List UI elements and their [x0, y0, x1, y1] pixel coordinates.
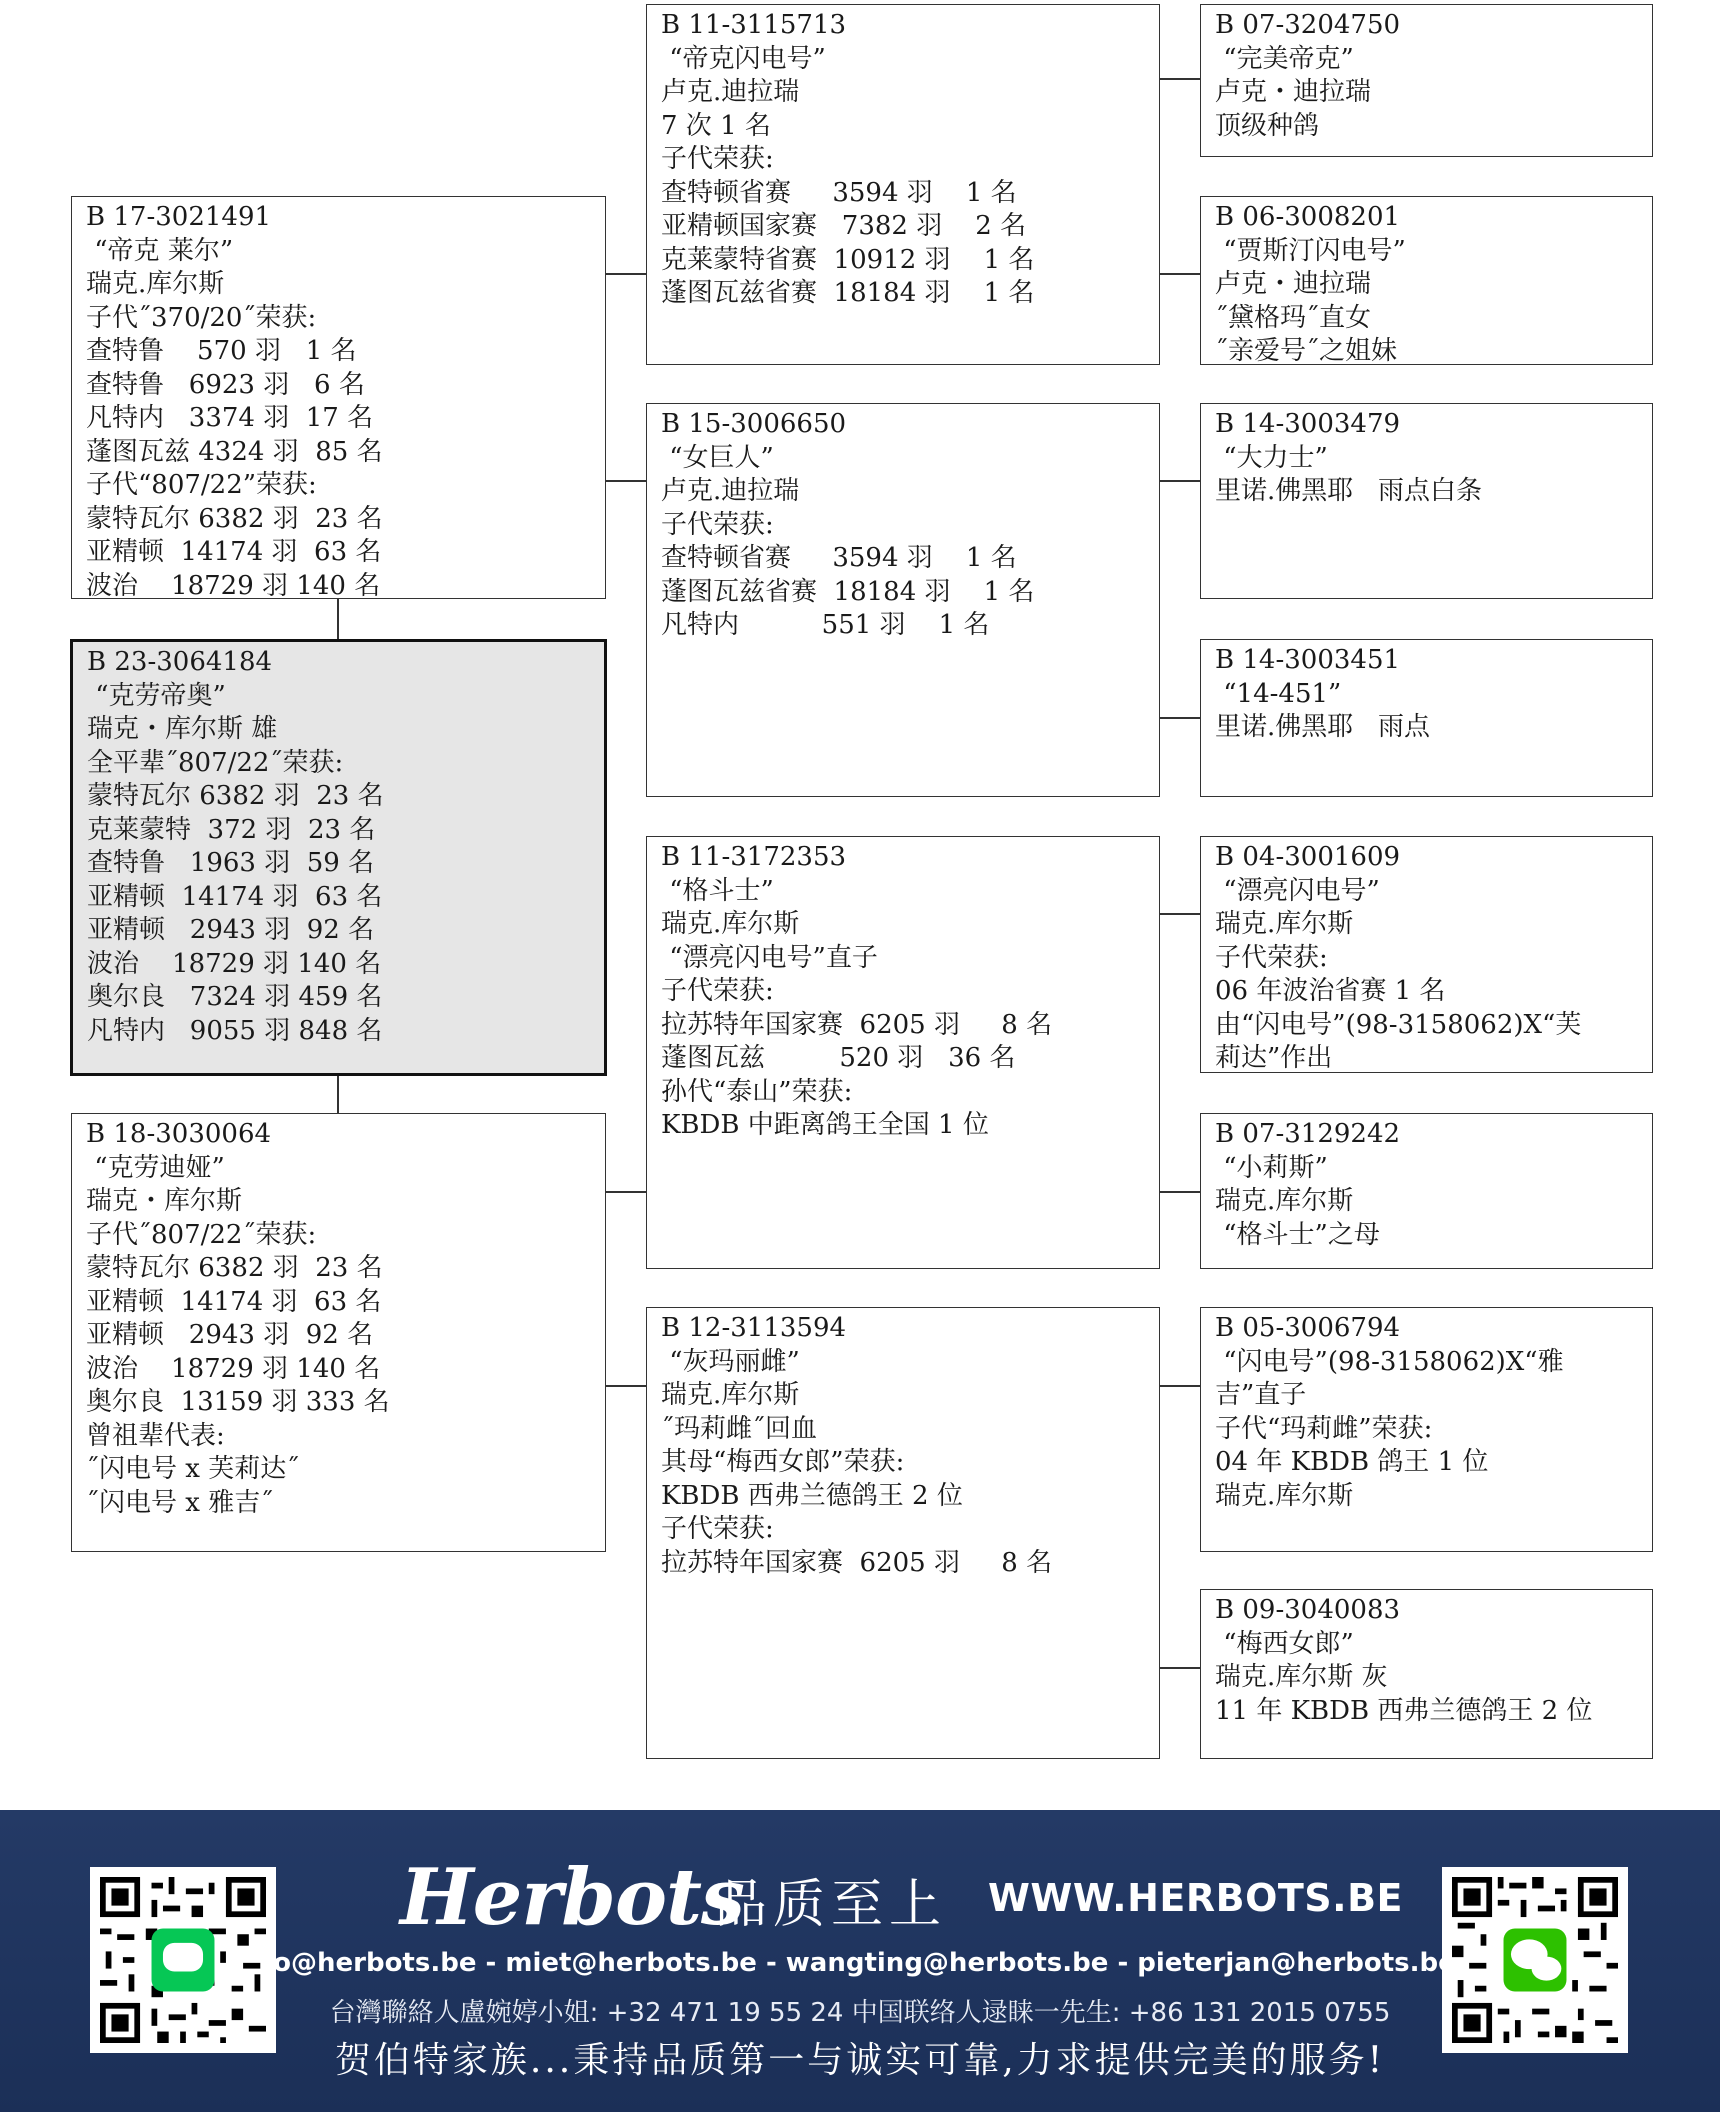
pedigree-line: 卢克・迪拉瑞: [1215, 269, 1372, 299]
ring-number: B 07-3129242: [1215, 1119, 1401, 1149]
pedigree-line: ˝玛莉雌˝回血: [661, 1413, 818, 1444]
ring-number: B 17-3021491: [86, 202, 272, 232]
pedigree-card-sd-dam: [1200, 639, 1653, 797]
pedigree-line: 蒙特瓦尔 6382 羽 23 名: [87, 781, 384, 811]
pigeon-name: “帝克 莱尔”: [86, 235, 234, 266]
pigeon-name: “漂亮闪电号”: [1215, 875, 1380, 906]
pedigree-card-dam-dam: [646, 1307, 1160, 1759]
pedigree-line: 拉苏特年国家赛 6205 羽 8 名: [661, 1009, 1053, 1040]
pedigree-card-sire-sire: [646, 4, 1160, 365]
pedigree-line: 奥尔良 7324 羽 459 名: [87, 982, 383, 1012]
pedigree-line: 瑞克.库尔斯: [1215, 909, 1354, 939]
pedigree-line: 波治 18729 羽 140 名: [87, 948, 382, 979]
pedigree-line: 子代荣获:: [1215, 942, 1328, 973]
pedigree-line: 孙代“泰山”荣获:: [661, 1076, 853, 1107]
pedigree-card-ds-sire: [1200, 836, 1653, 1073]
connector-line: [1159, 480, 1201, 482]
pedigree-line: 凡特内 551 羽 1 名: [661, 610, 990, 640]
pedigree-line: 瑞克.库尔斯: [86, 269, 225, 299]
contact-phones: 台灣聯絡人盧婉婷小姐: +32 471 19 55 24 中国联络人逯睐一先生: +86 131 2015 0755: [329, 1998, 1391, 2028]
pedigree-line: 04 年 KBDB 鸽王 1 位: [1215, 1447, 1489, 1477]
pedigree-line: 瑞克.库尔斯 灰: [1215, 1662, 1388, 1692]
pigeon-name: “帝克闪电号”: [661, 43, 826, 74]
connector-line: [1159, 78, 1201, 80]
connector-line: [605, 1191, 647, 1193]
pedigree-line: 吉”直子: [1215, 1380, 1307, 1410]
pedigree-line: 子代荣获:: [661, 976, 774, 1006]
pedigree-line: 瑞克・库尔斯 雄: [87, 714, 278, 744]
pedigree-line: 蓬图瓦兹省赛 18184 羽 1 名: [661, 576, 1035, 607]
connector-line: [1159, 1667, 1201, 1669]
pedigree-line: 蓬图瓦兹 4324 羽 85 名: [86, 436, 383, 467]
ring-number: B 11-3115713: [661, 10, 847, 40]
pedigree-line: KBDB 中距离鸽王全国 1 位: [661, 1110, 989, 1140]
pedigree-line: ˝闪电号 x 雅吉˝: [86, 1487, 274, 1518]
pedigree-line: 亚精顿 14174 羽 63 名: [86, 537, 382, 567]
pedigree-line: 查特顿省赛 3594 羽 1 名: [661, 543, 1017, 573]
pedigree-line: 蓬图瓦兹省赛 18184 羽 1 名: [661, 278, 1035, 308]
slogan: 品质至上: [715, 1875, 948, 1935]
pedigree-line: 莉达”作出: [1215, 1043, 1333, 1073]
pedigree-line: 亚精顿 2943 羽 92 名: [86, 1320, 374, 1350]
connector-line: [605, 480, 647, 482]
pedigree-line: 子代荣获:: [661, 1514, 774, 1544]
pedigree-line: 瑞克.库尔斯: [1215, 1186, 1354, 1216]
pedigree-line: 卢克・迪拉瑞: [1215, 77, 1372, 107]
pedigree-line: 里诺.佛黑耶 雨点白条: [1215, 476, 1483, 506]
pedigree-line: 拉苏特年国家赛 6205 羽 8 名: [661, 1547, 1053, 1578]
pedigree-card-sd-sire: [1200, 403, 1653, 599]
pigeon-name: “梅西女郎”: [1215, 1628, 1354, 1659]
pedigree-line: 亚精顿 2943 羽 92 名: [87, 915, 375, 945]
pigeon-name: “14-451”: [1215, 678, 1342, 709]
pedigree-line: 子代˝807/22˝荣获:: [86, 1219, 317, 1250]
ring-number: B 06-3008201: [1215, 202, 1401, 232]
pigeon-name: “完美帝克”: [1215, 43, 1354, 74]
ring-number: B 14-3003479: [1215, 409, 1401, 439]
pedigree-line: 奥尔良 13159 羽 333 名: [86, 1387, 390, 1417]
pedigree-card-dd-dam: [1200, 1589, 1653, 1759]
pedigree-line: 子代˝370/20˝荣获:: [86, 302, 317, 333]
pedigree-line: 查特鲁 6923 羽 6 名: [86, 369, 365, 400]
pedigree-line: 11 年 KBDB 西弗兰德鸽王 2 位: [1215, 1695, 1593, 1726]
pigeon-name: “格斗士”: [661, 875, 774, 906]
footer-banner: [0, 1810, 1720, 2112]
pedigree-line: 全平辈˝807/22˝荣获:: [87, 747, 344, 778]
pedigree-line: 卢克.迪拉瑞: [661, 476, 800, 506]
website-link[interactable]: WWW.HERBOTS.BE: [988, 1876, 1404, 1920]
pedigree-line: 波治 18729 羽 140 名: [86, 1353, 381, 1384]
ring-number: B 14-3003451: [1215, 645, 1401, 675]
connector-line: [337, 598, 339, 640]
pedigree-line: ˝黛格玛˝直女: [1215, 302, 1372, 333]
pedigree-line: 7 次 1 名: [661, 110, 771, 141]
pedigree-line: 子代荣获:: [661, 144, 774, 174]
motto: 贺伯特家族...秉持品质第一与诚实可靠,力求提供完美的服务!: [334, 2040, 1386, 2081]
pedigree-line: 查特鲁 570 羽 1 名: [86, 336, 357, 366]
pedigree-line: 子代荣获:: [661, 509, 774, 540]
pedigree-line: 凡特内 9055 羽 848 名: [87, 1015, 383, 1046]
pigeon-name: “克劳迪娅”: [86, 1152, 225, 1183]
pedigree-line: ˝亲爱号˝之姐妹: [1215, 336, 1398, 366]
pigeon-name: “灰玛丽雌”: [661, 1346, 800, 1377]
pigeon-name: “贾斯汀闪电号”: [1215, 235, 1406, 266]
ring-number: B 04-3001609: [1215, 842, 1401, 872]
connector-line: [1159, 717, 1201, 719]
pedigree-line: 里诺.佛黑耶 雨点: [1215, 712, 1431, 742]
pedigree-line: 卢克.迪拉瑞: [661, 77, 800, 107]
pedigree-card-dam: [71, 1113, 606, 1552]
pedigree-line: ˝闪电号 x 芙莉达˝: [86, 1454, 300, 1484]
connector-line: [1159, 913, 1201, 915]
connector-line: [1159, 1191, 1201, 1193]
ring-number: B 05-3006794: [1215, 1313, 1401, 1343]
ring-number: B 18-3030064: [86, 1119, 272, 1149]
pigeon-name: “女巨人”: [661, 442, 774, 473]
pedigree-line: 亚精顿国家赛 7382 羽 2 名: [661, 211, 1027, 241]
connector-line: [605, 1385, 647, 1387]
pigeon-name: “小莉斯”: [1215, 1152, 1328, 1183]
pigeon-name: “克劳帝奥”: [87, 680, 226, 711]
pedigree-card-subject: [70, 639, 607, 1076]
pedigree-line: 由“闪电号”(98-3158062)X“芙: [1215, 1009, 1582, 1040]
ring-number: B 12-3113594: [661, 1313, 847, 1343]
pedigree-card-dd-sire: [1200, 1307, 1653, 1552]
pedigree-line: 曾祖辈代表:: [86, 1420, 225, 1451]
pedigree-card-sire: [71, 196, 606, 599]
ring-number: B 09-3040083: [1215, 1595, 1401, 1625]
pedigree-line: 克莱蒙特省赛 10912 羽 1 名: [661, 244, 1035, 275]
herbots-logo: Herbots: [400, 1852, 744, 1943]
pedigree-line: “漂亮闪电号”直子: [661, 942, 878, 973]
pedigree-line: 亚精顿 14174 羽 63 名: [87, 881, 383, 912]
pedigree-line: 顶级种鸽: [1215, 110, 1320, 141]
pedigree-card-ss-sire: [1200, 4, 1653, 157]
pedigree-line: 凡特内 3374 羽 17 名: [86, 403, 374, 433]
pedigree-line: 克莱蒙特 372 羽 23 名: [87, 814, 376, 845]
pedigree-line: 子代“807/22”荣获:: [86, 470, 317, 500]
connector-line: [605, 273, 647, 275]
ring-number: B 23-3064184: [87, 647, 273, 677]
pedigree-card-ds-dam: [1200, 1113, 1653, 1269]
pedigree-card-ss-dam: [1200, 196, 1653, 365]
pedigree-line: 亚精顿 14174 羽 63 名: [86, 1286, 382, 1317]
pedigree-line: 蒙特瓦尔 6382 羽 23 名: [86, 503, 383, 534]
pedigree-line: 其母“梅西女郎”荣获:: [661, 1447, 905, 1477]
pedigree-card-dam-sire: [646, 836, 1160, 1269]
ring-number: B 11-3172353: [661, 842, 847, 872]
pedigree-line: 瑞克.库尔斯: [1215, 1480, 1354, 1511]
pedigree-line: 瑞克.库尔斯: [661, 1380, 800, 1410]
pedigree-line: 瑞克・库尔斯: [86, 1186, 243, 1216]
pedigree-line: 蓬图瓦兹 520 羽 36 名: [661, 1043, 1016, 1073]
pedigree-line: 蒙特瓦尔 6382 羽 23 名: [86, 1253, 383, 1283]
pigeon-name: “大力士”: [1215, 442, 1328, 473]
pedigree-line: 瑞克.库尔斯: [661, 909, 800, 939]
pedigree-card-sire-dam: [646, 403, 1160, 797]
connector-line: [1159, 1385, 1201, 1387]
pedigree-line: 子代“玛莉雌”荣获:: [1215, 1413, 1433, 1444]
connector-line: [337, 1074, 339, 1114]
ring-number: B 15-3006650: [661, 409, 847, 439]
pigeon-name: “闪电号”(98-3158062)X“雅: [1215, 1346, 1564, 1377]
email-list[interactable]: jo@herbots.be - miet@herbots.be - wangting@herbots.be - pieterjan@herbots.be: [264, 1948, 1456, 1978]
connector-line: [1159, 273, 1201, 275]
pedigree-line: KBDB 西弗兰德鸽王 2 位: [661, 1480, 963, 1511]
pedigree-line: 查特鲁 1963 羽 59 名: [87, 848, 375, 878]
pedigree-line: 波治 18729 羽 140 名: [86, 570, 381, 601]
pedigree-line: 查特顿省赛 3594 羽 1 名: [661, 177, 1017, 208]
pedigree-line: “格斗士”之母: [1215, 1219, 1380, 1250]
pedigree-line: 06 年波治省赛 1 名: [1215, 976, 1446, 1006]
ring-number: B 07-3204750: [1215, 10, 1401, 40]
